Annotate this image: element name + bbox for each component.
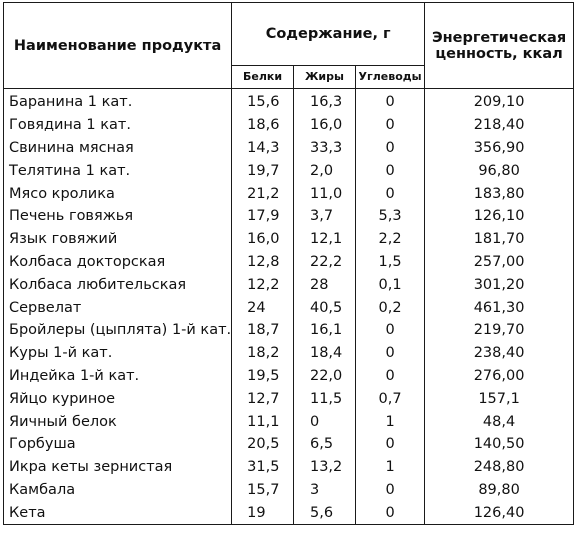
cell-energy: 257,00: [425, 251, 574, 274]
header-fat: Жиры: [293, 66, 355, 89]
cell-energy: 140,50: [425, 433, 574, 456]
cell-protein: 12,7: [232, 387, 294, 410]
cell-protein: 18,2: [232, 342, 294, 365]
cell-energy: 96,80: [425, 159, 574, 182]
cell-product-name: Икра кеты зернистая: [4, 456, 232, 479]
cell-protein: 14,3: [232, 137, 294, 160]
cell-carbs: 0: [355, 365, 424, 388]
cell-energy: 48,4: [425, 410, 574, 433]
cell-carbs: 0: [355, 319, 424, 342]
cell-product-name: Телятина 1 кат.: [4, 159, 232, 182]
cell-protein: 21,2: [232, 182, 294, 205]
cell-carbs: 0: [355, 342, 424, 365]
cell-fat: 33,3: [293, 137, 355, 160]
cell-product-name: Камбала: [4, 479, 232, 502]
cell-fat: 28: [293, 273, 355, 296]
cell-product-name: Сервелат: [4, 296, 232, 319]
cell-energy: 181,70: [425, 228, 574, 251]
cell-product-name: Язык говяжий: [4, 228, 232, 251]
nutrition-table: [3, 2, 574, 525]
cell-fat: 13,2: [293, 456, 355, 479]
cell-energy: 89,80: [425, 479, 574, 502]
cell-fat: 12,1: [293, 228, 355, 251]
header-product-name: Наименование продукта: [4, 3, 232, 89]
cell-protein: 18,6: [232, 114, 294, 137]
cell-carbs: 1,5: [355, 251, 424, 274]
cell-fat: 3: [293, 479, 355, 502]
cell-energy: 183,80: [425, 182, 574, 205]
cell-energy: 218,40: [425, 114, 574, 137]
cell-carbs: 0,7: [355, 387, 424, 410]
table-row: [4, 273, 574, 296]
table-body: [4, 89, 574, 525]
cell-carbs: 1: [355, 410, 424, 433]
cell-product-name: Кета: [4, 501, 232, 524]
cell-carbs: 1: [355, 456, 424, 479]
cell-product-name: Индейка 1-й кат.: [4, 365, 232, 388]
cell-protein: 24: [232, 296, 294, 319]
cell-protein: 19,7: [232, 159, 294, 182]
cell-product-name: Колбаса любительская: [4, 273, 232, 296]
cell-carbs: 0: [355, 479, 424, 502]
table-row: [4, 251, 574, 274]
cell-product-name: Свинина мясная: [4, 137, 232, 160]
cell-protein: 16,0: [232, 228, 294, 251]
cell-energy: 209,10: [425, 89, 574, 114]
cell-carbs: 0,1: [355, 273, 424, 296]
cell-carbs: 0: [355, 433, 424, 456]
table-row: [4, 456, 574, 479]
cell-product-name: Горбуша: [4, 433, 232, 456]
cell-fat: 16,3: [293, 89, 355, 114]
cell-carbs: 0: [355, 501, 424, 524]
table-row: [4, 182, 574, 205]
cell-carbs: 0: [355, 182, 424, 205]
cell-protein: 19,5: [232, 365, 294, 388]
cell-fat: 11,5: [293, 387, 355, 410]
cell-fat: 5,6: [293, 501, 355, 524]
cell-energy: 276,00: [425, 365, 574, 388]
table-row: [4, 296, 574, 319]
table-row: [4, 387, 574, 410]
cell-product-name: Говядина 1 кат.: [4, 114, 232, 137]
cell-energy: 461,30: [425, 296, 574, 319]
cell-product-name: Яичный белок: [4, 410, 232, 433]
cell-fat: 40,5: [293, 296, 355, 319]
table-row: [4, 89, 574, 114]
cell-protein: 15,7: [232, 479, 294, 502]
cell-carbs: 0: [355, 89, 424, 114]
cell-protein: 12,2: [232, 273, 294, 296]
table-row: [4, 114, 574, 137]
cell-fat: 0: [293, 410, 355, 433]
cell-product-name: Печень говяжья: [4, 205, 232, 228]
table-row: [4, 319, 574, 342]
table-row: [4, 365, 574, 388]
cell-fat: 22,0: [293, 365, 355, 388]
cell-energy: 248,80: [425, 456, 574, 479]
cell-protein: 17,9: [232, 205, 294, 228]
cell-protein: 19: [232, 501, 294, 524]
cell-energy: 157,1: [425, 387, 574, 410]
cell-energy: 301,20: [425, 273, 574, 296]
table-row: [4, 501, 574, 524]
cell-carbs: 2,2: [355, 228, 424, 251]
table-row: [4, 433, 574, 456]
cell-carbs: 0,2: [355, 296, 424, 319]
table-row: [4, 410, 574, 433]
table-row: [4, 205, 574, 228]
cell-protein: 31,5: [232, 456, 294, 479]
cell-protein: 18,7: [232, 319, 294, 342]
cell-product-name: Куры 1-й кат.: [4, 342, 232, 365]
cell-fat: 22,2: [293, 251, 355, 274]
table-row: [4, 342, 574, 365]
cell-fat: 6,5: [293, 433, 355, 456]
cell-energy: 126,10: [425, 205, 574, 228]
cell-fat: 3,7: [293, 205, 355, 228]
cell-product-name: Бройлеры (цыплята) 1-й кат.: [4, 319, 232, 342]
header-content: Содержание, г: [232, 3, 425, 66]
header-energy: Энергетическая ценность, ккал: [425, 3, 574, 89]
cell-fat: 2,0: [293, 159, 355, 182]
cell-product-name: Мясо кролика: [4, 182, 232, 205]
cell-product-name: Яйцо куриное: [4, 387, 232, 410]
cell-protein: 12,8: [232, 251, 294, 274]
cell-protein: 15,6: [232, 89, 294, 114]
cell-carbs: 5,3: [355, 205, 424, 228]
cell-energy: 126,40: [425, 501, 574, 524]
cell-product-name: Колбаса докторская: [4, 251, 232, 274]
cell-energy: 356,90: [425, 137, 574, 160]
cell-fat: 11,0: [293, 182, 355, 205]
table-row: [4, 479, 574, 502]
table-header: [4, 3, 574, 89]
cell-fat: 18,4: [293, 342, 355, 365]
cell-carbs: 0: [355, 159, 424, 182]
cell-energy: 219,70: [425, 319, 574, 342]
cell-fat: 16,0: [293, 114, 355, 137]
header-protein: Белки: [232, 66, 294, 89]
cell-carbs: 0: [355, 137, 424, 160]
header-carbs: Углеводы: [355, 66, 424, 89]
table-row: [4, 228, 574, 251]
cell-energy: 238,40: [425, 342, 574, 365]
cell-fat: 16,1: [293, 319, 355, 342]
cell-product-name: Баранина 1 кат.: [4, 89, 232, 114]
cell-protein: 11,1: [232, 410, 294, 433]
table-row: [4, 159, 574, 182]
table-row: [4, 137, 574, 160]
cell-carbs: 0: [355, 114, 424, 137]
cell-protein: 20,5: [232, 433, 294, 456]
